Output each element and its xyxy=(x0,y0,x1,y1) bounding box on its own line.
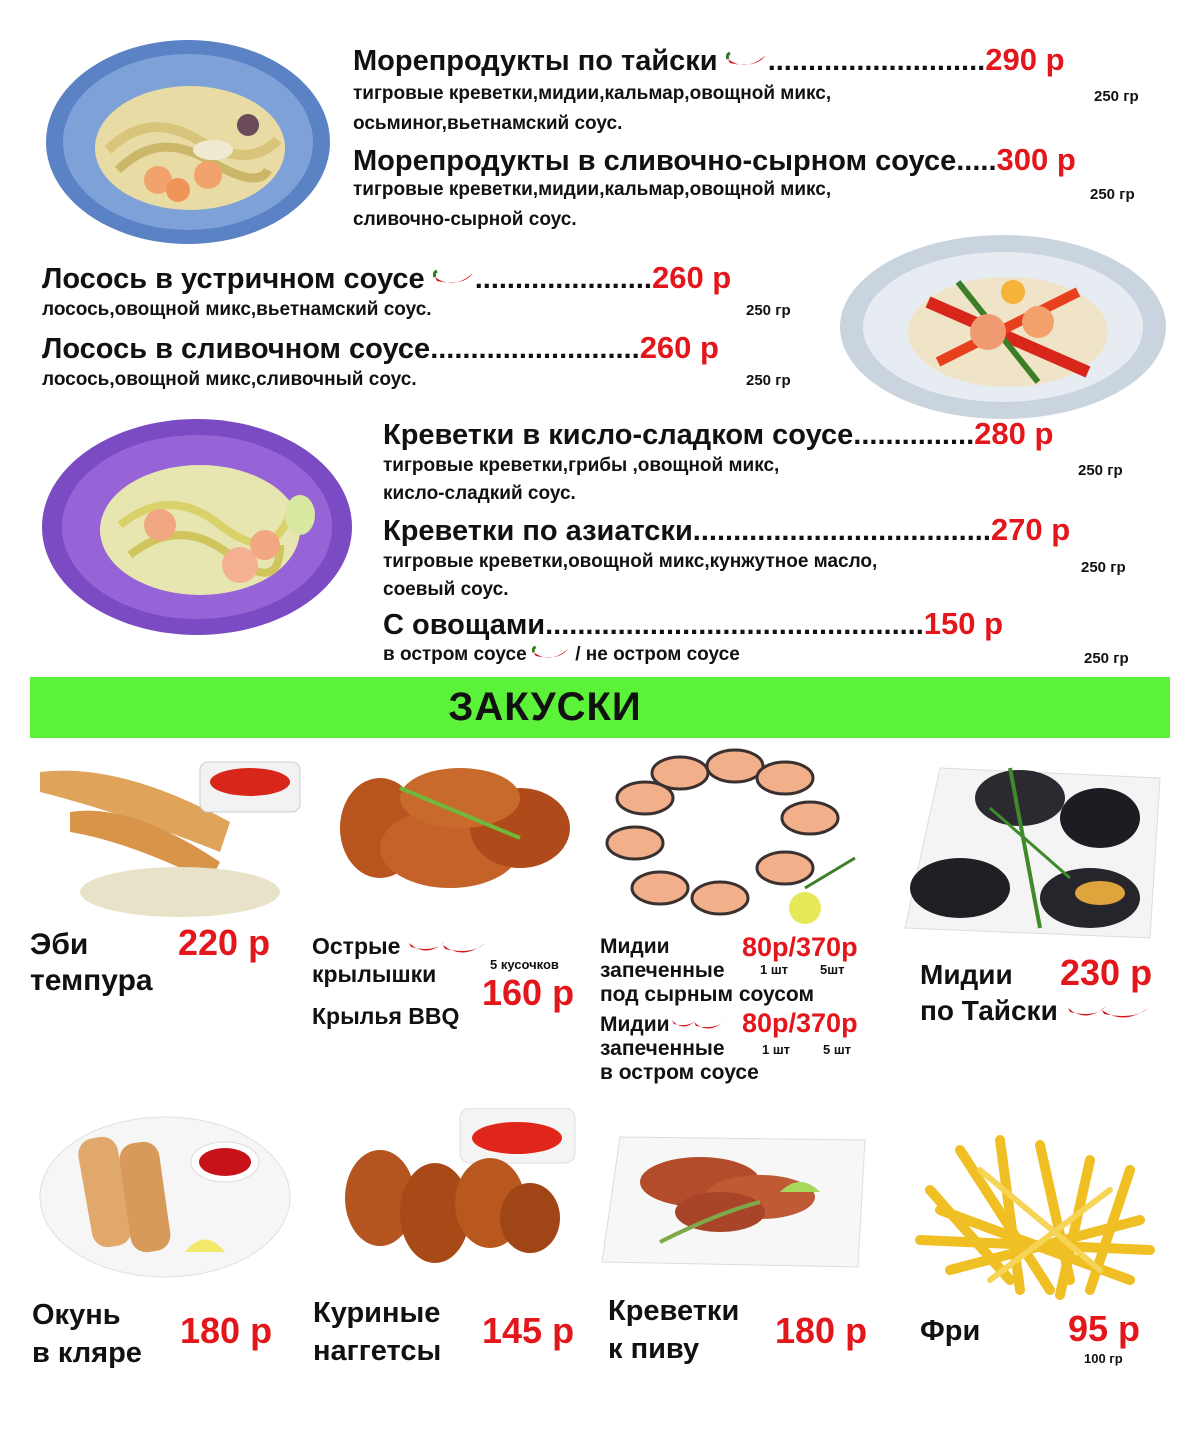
dish-photo-seafood-thai xyxy=(38,30,338,250)
price-mussels-cheese: 80р/370р xyxy=(742,932,858,962)
price-salmon-oyster: 260 р xyxy=(651,260,732,295)
snack-photo-beer-shrimp xyxy=(600,1132,870,1272)
snack-name-beer-shrimp-1: Креветки xyxy=(608,1295,740,1327)
weight-shrimp-asian: 250 гр xyxy=(1081,559,1126,576)
weight-fries: 100 гр xyxy=(1084,1351,1123,1366)
desc-shrimp-asian-2: соевый соус. xyxy=(383,579,509,600)
snack-photo-baked-mussels xyxy=(605,748,860,928)
price-seafood-creamy: 300 р xyxy=(996,142,1076,177)
snack-name-fries: Фри xyxy=(920,1315,981,1347)
section-title: ЗАКУСКИ xyxy=(448,685,642,729)
desc-salmon-oyster: лосось,овощной микс,вьетнамский соус. xyxy=(42,299,432,320)
snack-photo-ebi-tempura xyxy=(30,752,310,922)
price-salmon-creamy: 260 р xyxy=(639,330,719,365)
snack-name-mussels-spicy: Мидии запеченные в остром соусе xyxy=(600,1013,759,1084)
desc-seafood-thai-1: тигровые креветки,мидии,кальмар,овощной микс, xyxy=(353,83,832,104)
snack-name-perch-1: Окунь xyxy=(32,1299,121,1331)
dish-title-salmon-creamy: Лосось в сливочном соусе..........................260 р xyxy=(42,330,719,365)
price-nuggets: 145 р xyxy=(482,1310,575,1351)
snack-name-mussels-thai-1: Мидии xyxy=(920,959,1013,990)
weight-salmon-creamy: 250 гр xyxy=(746,372,791,389)
chili-pepper-icon xyxy=(726,51,768,73)
dish-title-seafood-creamy: Морепродукты в сливочно-сырном соусе.....300 р xyxy=(353,142,1076,177)
desc-salmon-creamy: лосось,овощной микс,сливочный соус. xyxy=(42,369,417,390)
snack-name-ebi-1: Эби xyxy=(30,928,89,961)
desc-vegetables: в остром соусе / не остром соусе xyxy=(383,644,740,665)
weight-salmon-oyster: 250 гр xyxy=(746,302,791,319)
unit-mussels-spicy-5: 5 шт xyxy=(823,1042,852,1057)
snack-name-mussels-thai-2: по Тайски xyxy=(920,994,1150,1028)
snack-name-wings-bbq: Крылья BBQ xyxy=(312,1003,460,1029)
price-beer-shrimp: 180 р xyxy=(775,1310,868,1351)
snack-photo-nuggets xyxy=(330,1108,580,1278)
snack-photo-perch xyxy=(35,1112,295,1282)
dish-photo-salmon xyxy=(838,232,1168,422)
weight-seafood-thai: 250 гр xyxy=(1094,88,1139,105)
snack-name-nuggets-2: наггетсы xyxy=(313,1335,442,1367)
unit-mussels-cheese-1: 1 шт xyxy=(760,962,789,977)
snack-photo-wings xyxy=(320,748,590,918)
chili-pepper-icon xyxy=(670,1014,728,1036)
dish-title-seafood-thai: Морепродукты по тайски ...........................290 р xyxy=(353,42,1065,77)
desc-shrimp-sweet-sour-2: кисло-сладкий соус. xyxy=(383,483,576,504)
price-fries: 95 р xyxy=(1068,1308,1141,1349)
chili-pepper-icon xyxy=(1066,1000,1150,1026)
snack-name-nuggets-1: Куриные xyxy=(313,1297,441,1329)
price-seafood-thai: 290 р xyxy=(985,42,1065,77)
dish-title-vegetables: С овощами...............................................150 р xyxy=(383,606,1004,641)
price-wings: 160 р xyxy=(482,972,575,1013)
desc-seafood-creamy-1: тигровые креветки,мидии,кальмар,овощной микс, xyxy=(353,179,832,200)
snack-photo-fries xyxy=(900,1130,1165,1300)
snack-name-perch-2: в кляре xyxy=(32,1337,142,1369)
unit-mussels-cheese-5: 5шт xyxy=(820,962,845,977)
desc-seafood-creamy-2: сливочно-сырной соус. xyxy=(353,209,577,230)
chili-pepper-icon xyxy=(433,269,475,291)
price-perch: 180 р xyxy=(180,1310,273,1351)
weight-vegetables: 250 гр xyxy=(1084,650,1129,667)
snack-photo-mussels-thai xyxy=(900,728,1170,943)
desc-seafood-thai-2: осьминог,вьетнамский соус. xyxy=(353,113,623,134)
snack-name-beer-shrimp-2: к пиву xyxy=(608,1333,700,1365)
wings-pieces: 5 кусочков xyxy=(490,957,559,972)
price-shrimp-sweet-sour: 280 р xyxy=(974,416,1054,451)
dish-title-shrimp-asian: Креветки по азиатски.....................................270 р xyxy=(383,512,1071,547)
chili-pepper-icon xyxy=(407,935,487,961)
weight-shrimp-sweet-sour: 250 гр xyxy=(1078,462,1123,479)
price-shrimp-asian: 270 р xyxy=(990,512,1071,547)
unit-mussels-spicy-1: 1 шт xyxy=(762,1042,791,1057)
snack-name-wings-1: Острые xyxy=(312,934,487,961)
snack-name-mussels-cheese: Мидии запеченные под сырным соусом xyxy=(600,935,814,1006)
price-mussels-spicy: 80р/370р xyxy=(742,1008,858,1038)
price-ebi: 220 р xyxy=(178,922,271,963)
price-mussels-thai: 230 р xyxy=(1060,952,1153,993)
dish-title-shrimp-sweet-sour: Креветки в кисло-сладком соусе...............280 р xyxy=(383,416,1054,451)
desc-shrimp-asian-1: тигровые креветки,овощной микс,кунжутное масло, xyxy=(383,551,878,572)
dish-photo-shrimp xyxy=(40,415,355,640)
snack-name-wings-2: крылышки xyxy=(312,961,437,987)
price-vegetables: 150 р xyxy=(923,606,1004,641)
weight-seafood-creamy: 250 гр xyxy=(1090,186,1135,203)
desc-shrimp-sweet-sour-1: тигровые креветки,грибы ,овощной микс, xyxy=(383,455,780,476)
chili-pepper-icon xyxy=(532,645,570,665)
snack-name-ebi-2: темпура xyxy=(30,964,153,997)
dish-title-salmon-oyster: Лосось в устричном соусе ......................260 р xyxy=(42,260,732,295)
